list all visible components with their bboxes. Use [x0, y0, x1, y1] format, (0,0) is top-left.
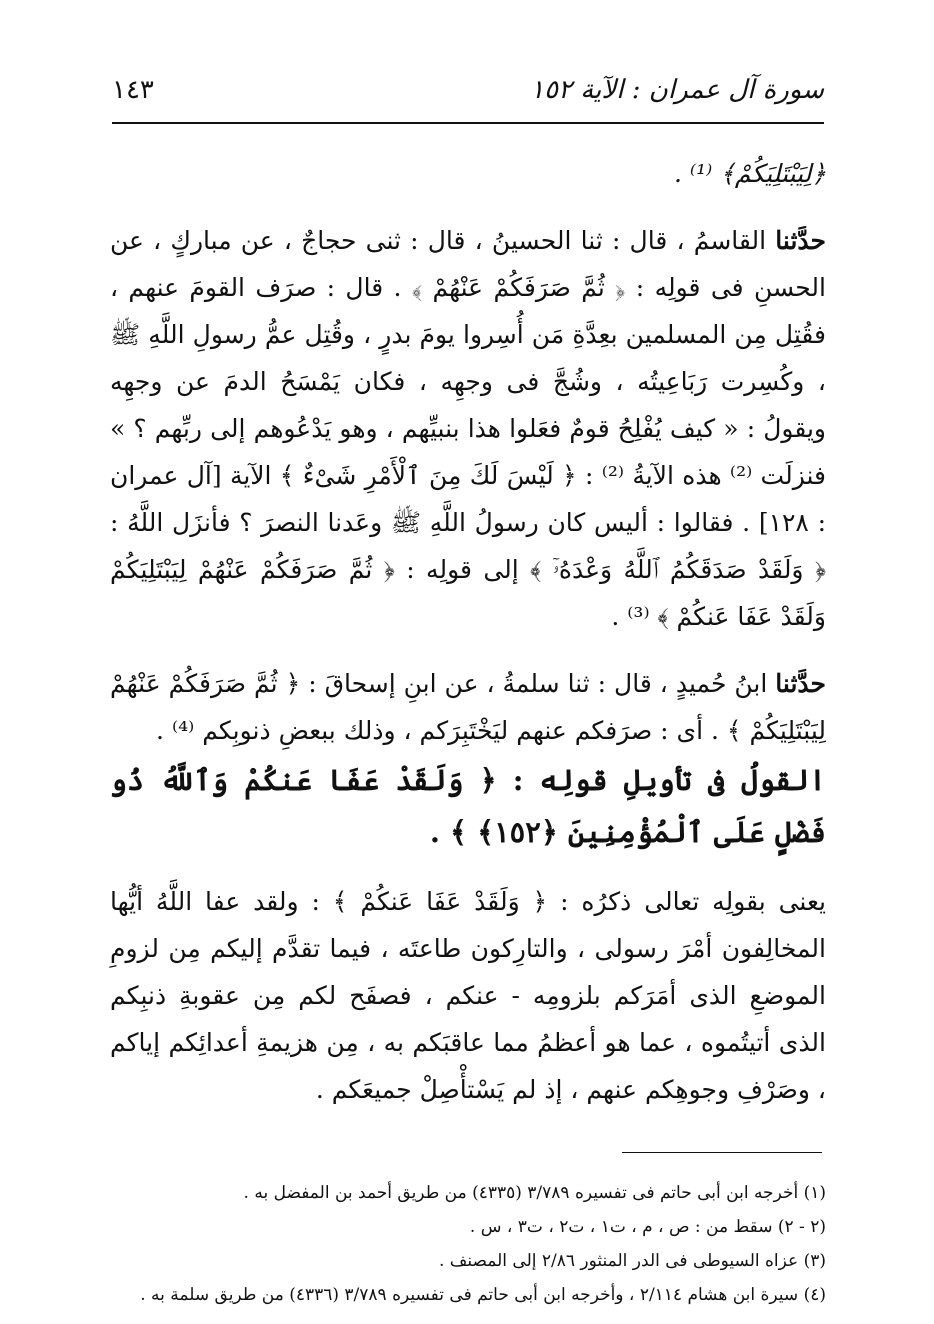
narration-lead: حدَّثنا [775, 669, 826, 698]
footnote-1: (١) أخرجه ابن أبى حاتم فى تفسيره ٣/٧٨٩ (٤٣٣٥) من طريق أحمد بن المفضل به . [243, 1183, 826, 1203]
footnotes [110, 1176, 826, 1312]
footnote-3: (٣) عزاه السيوطى فى الدر المنثور ٢/٨٦ إلى المصنف . [439, 1251, 826, 1271]
footnote-rule [622, 1152, 822, 1153]
footnote-2: (٢ - ٢) سقط من : ص ، م ، ت١ ، ت٢ ، ت٣ ، س . [469, 1217, 826, 1237]
page-number: ١٤٣ [112, 75, 154, 105]
narration-text: القاسمُ ، قال : ثنا الحسينُ ، قال : ثنى حجاجٌ ، عن مباركٍ ، عن الحسنِ فى قولِه : ﴿ ثُمَّ صَرَفَكُمْ عَنْهُمْ ﴾ . قال : صرَف القومَ عنهم ، فقُتِل مِن المسلمين بعِدَّةِ مَن أُسِروا يومَ بدرٍ ، وقُتِل عمُّ رسولِ اللَّهِ ﷺ ، وكُسِرت رَبَاعِيتُه ، وشُجَّ فى وجهِه ، فكان يَمْسَحُ الدمَ عن وجهِه ويقولُ : « كيف يُفْلِحُ قومٌ فعَلوا هذا بنبيِّهم ، وهو يَدْعُوهم إلى ربِّهم ؟ » فنزلَت ⁽²⁾ هذه الآيةُ ⁽²⁾ : ﴿ لَيْسَ لَكَ مِنَ ٱلْأَمْرِ شَىْءٌ ﴾ الآية [آل عمران : ١٢٨] . فقالوا : أليس كان رسولُ اللَّهِ ﷺ وعَدنا النصرَ ؟ فأنزَل اللَّهُ : ﴿ وَلَقَدْ صَدَقَكُمُ ٱللَّهُ وَعْدَهُۥٓ ﴾ إلى قولِه : ﴿ ثُمَّ صَرَفَكُمْ عَنْهُمْ لِيَبْتَلِيَكُمْ وَلَقَدْ عَفَا عَنكُمْ ﴾ ⁽³⁾ . [110, 226, 827, 631]
header-rule [112, 122, 824, 124]
running-title: سورة آل عمران : الآية ١٥٢ [530, 75, 824, 105]
paragraph-verse-continuation [110, 150, 826, 197]
footnote-4: (٤) سيرة ابن هشام ٢/١١٤ ، وأخرجه ابن أبى حاتم فى تفسيره ٣/٧٨٩ (٤٣٣٦) من طريق سلمة به . [140, 1285, 826, 1305]
paragraph-hadith-2 [110, 660, 826, 754]
main-text [110, 150, 826, 1113]
paragraph-hadith-1 [110, 217, 826, 640]
section-heading: القولُ فى تأويلِ قولِه : ﴿ وَلَقَدْ عَفَا عَنكُمْ وَٱللَّهُ ذُو فَضْلٍ عَلَى ٱلْمُؤْمِنِينَ ﴿١٥٢﴾ ﴾ . [110, 763, 826, 849]
narration-lead: حدَّثنا [775, 226, 826, 255]
running-header [112, 70, 824, 110]
narration-text: ابنُ حُميدٍ ، قال : ثنا سلمةُ ، عن ابنِ إسحاقَ : ﴿ ثُمَّ صَرَفَكُمْ عَنْهُمْ لِيَبْتَلِيَكُمْ ﴾ . أى : صرَفكم عنهم ليَخْتَبِرَكم ، وذلك ببعضِ ذنوبِكم ⁽⁴⁾ . [110, 669, 826, 745]
quran-verse: ﴿لِيَبْتَلِيَكُمْ﴾ ⁽¹⁾ . [674, 159, 826, 188]
paragraph-commentary: يعنى بقولِه تعالى ذكرُه : ﴿ وَلَقَدْ عَفَا عَنكُمْ ﴾ : ولقد عفا اللَّهُ أيُّها المخالِفون أمْرَ رسولى ، والتارِكون طاعتَه ، فيما تقدَّم إليكم مِن لزومِ الموضعِ الذى أمَرَكم بلزومِه - عنكم ، فصفَح لكم مِن عقوبةِ ذنبِكم الذى أتيتُموه ، عما هو أعظمُ مما عاقبَكم به ، مِن هزيمةِ أعدائِكم إياكم ، وصَرْفِ وجوهِكم عنهم ، إذ لم يَسْتأْصِلْ جميعَكم . [110, 887, 827, 1104]
